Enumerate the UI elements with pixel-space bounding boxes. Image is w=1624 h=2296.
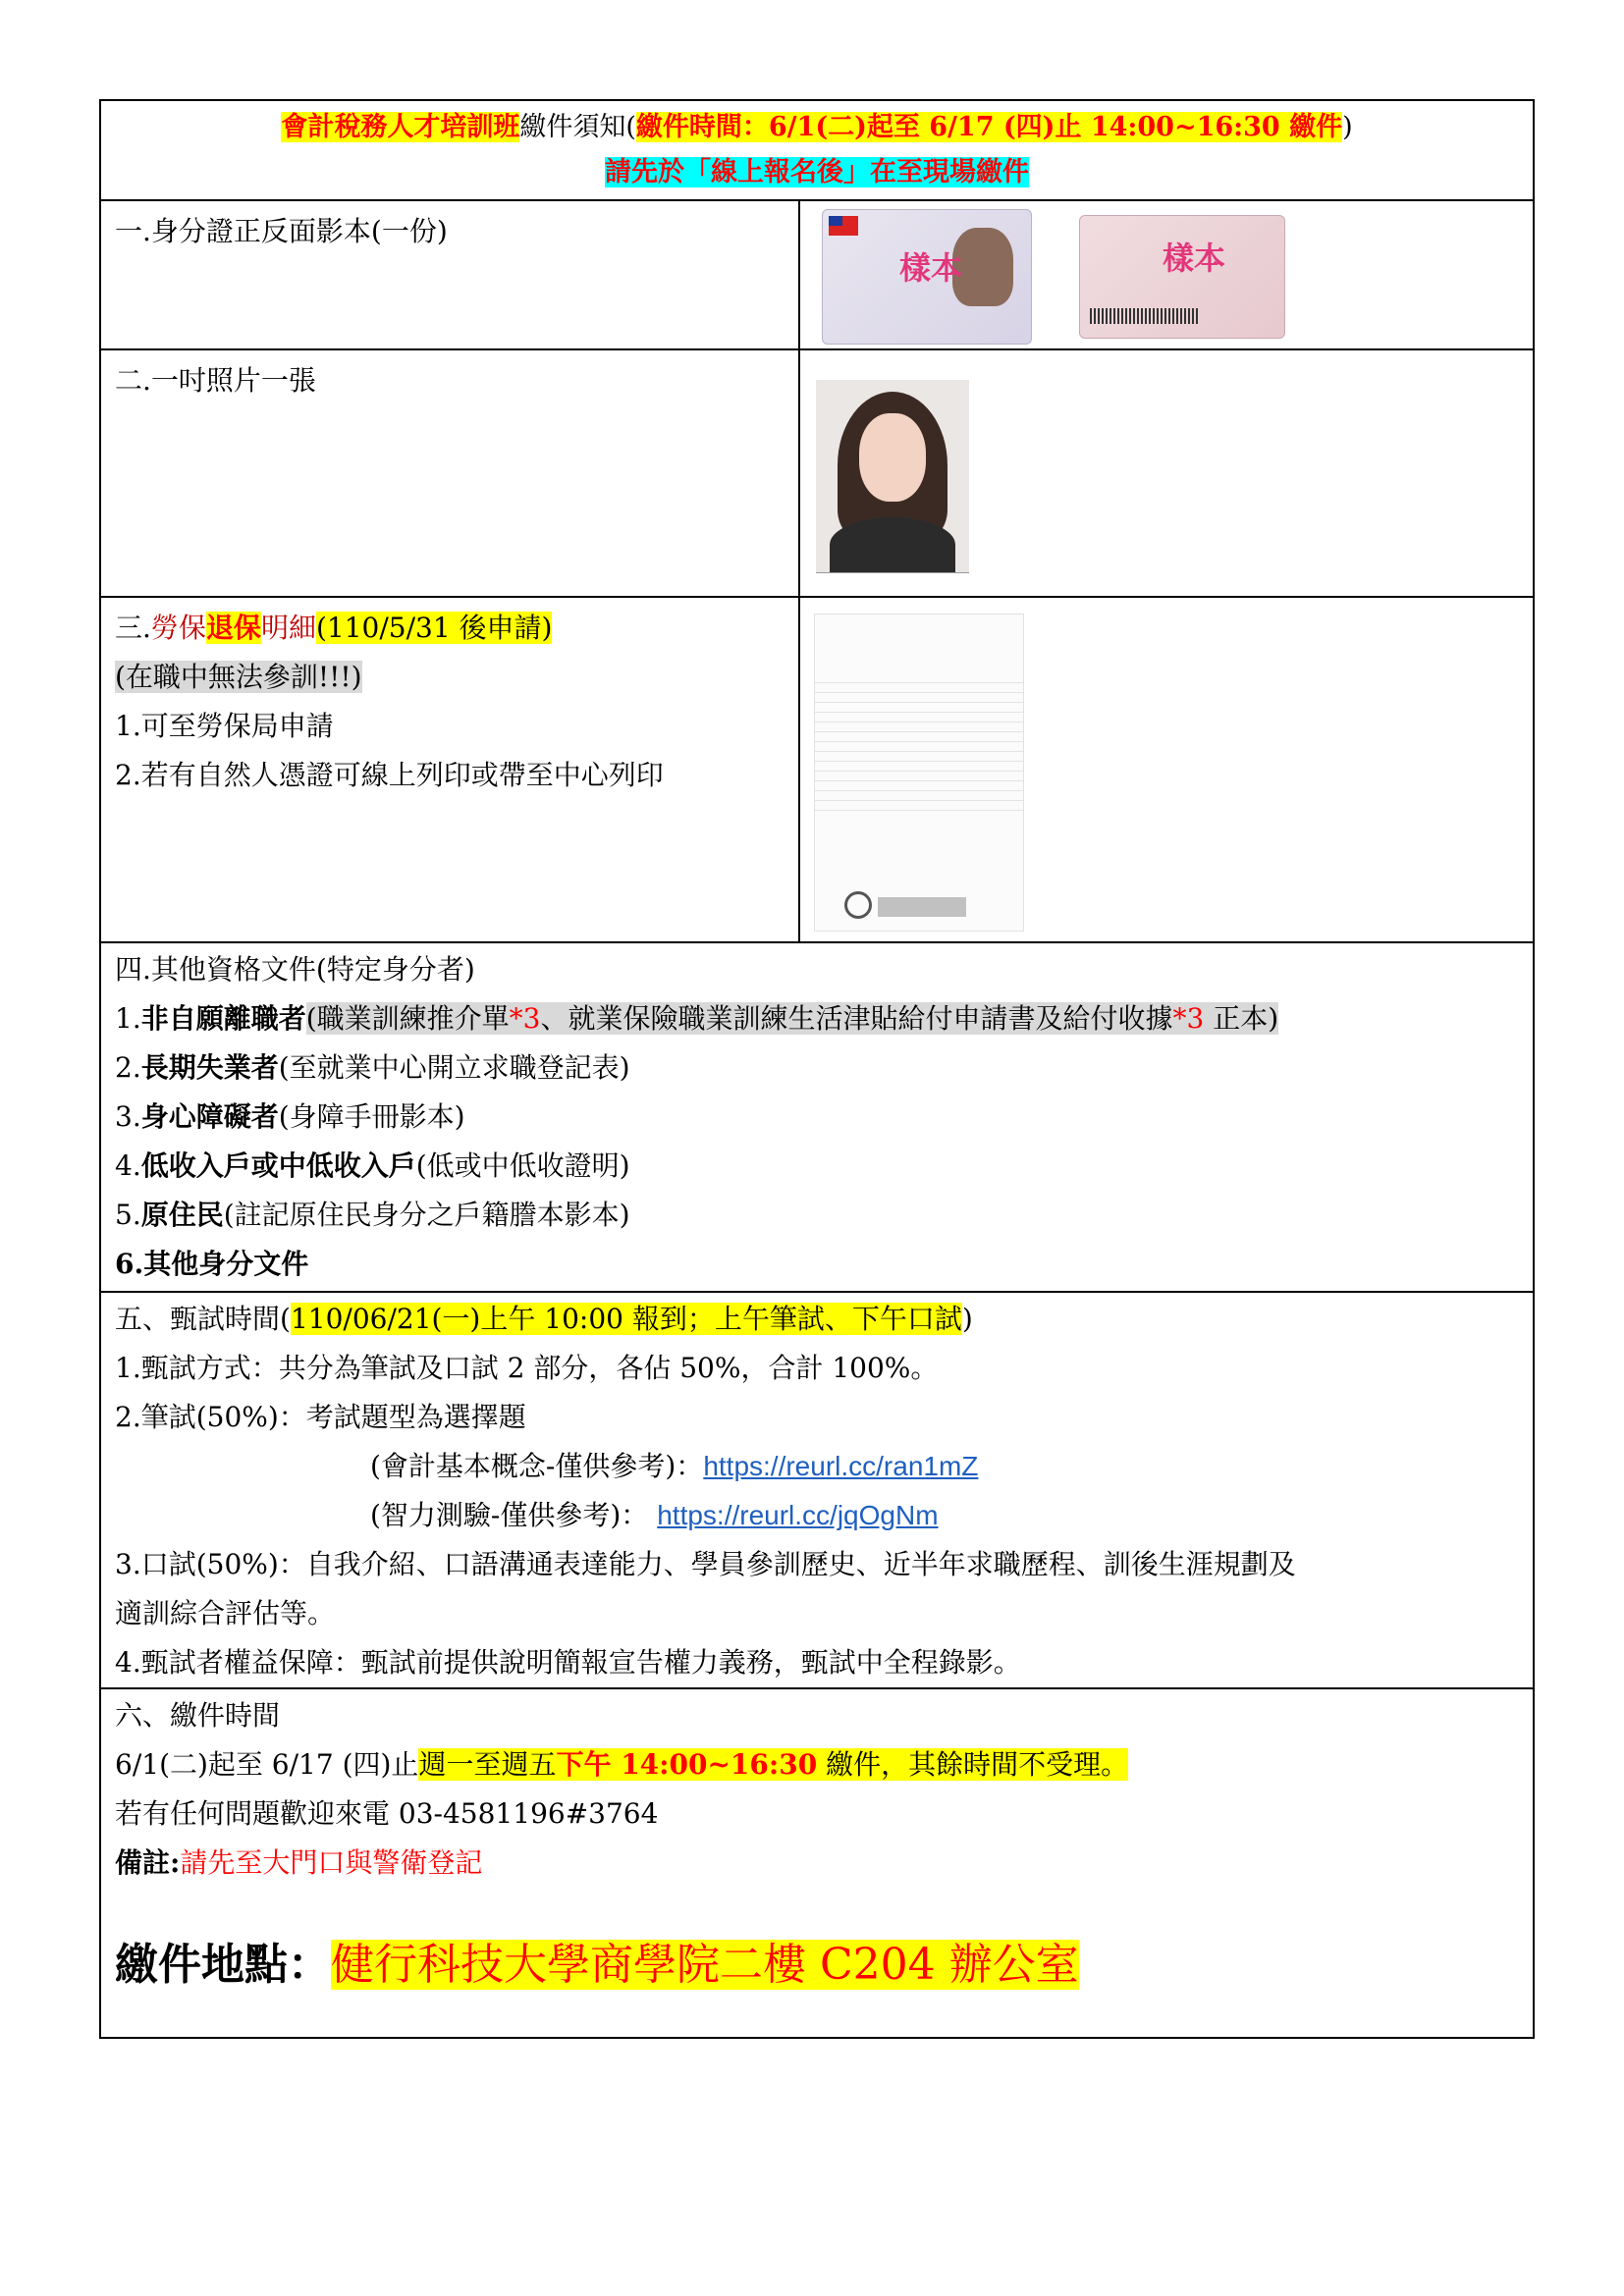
item-bold: 長期失業者	[140, 1051, 279, 1084]
seal-icon	[878, 897, 966, 917]
location-text: 健行科技大學商學院二樓 C204 辦公室	[331, 1940, 1079, 1990]
section-labor-insurance-label	[101, 598, 800, 941]
item-number: 2.	[115, 1051, 141, 1084]
item-count: *3	[1172, 1002, 1205, 1035]
section-id-card	[101, 201, 1533, 350]
item-text: (低或中低收證明)	[415, 1149, 630, 1182]
sample-photo-image	[816, 380, 969, 573]
photo-image-cell	[800, 350, 1533, 596]
list-item	[115, 1093, 1519, 1142]
memo	[115, 1839, 1519, 1888]
reference-label: (會計基本概念-僅供參考)：	[370, 1450, 704, 1482]
hours: 下午 14:00~16:30	[556, 1748, 818, 1781]
labor-insurance-text: 勞保	[150, 612, 206, 644]
header-line-2	[101, 150, 1533, 195]
item-bold: 非自願離職者	[140, 1002, 306, 1035]
oral-exam: 3.口試(50%)：自我介紹、口語溝通表達能力、學員參訓歷史、近半年求職歷程、訓後生涯規劃及	[115, 1548, 1296, 1580]
reference-label: (智力測驗-僅供參考)：	[370, 1499, 649, 1531]
exam-title-close: )	[961, 1303, 973, 1335]
written-exam: 2.筆試(50%)：考試題型為選擇題	[115, 1401, 526, 1433]
submission-period: 繳件時間：6/1(二)起至 6/17 (四)止 14:00~16:30 繳件	[635, 112, 1343, 142]
weekdays: 週一至週五	[418, 1748, 557, 1781]
list-item	[115, 994, 1519, 1043]
item-text: 正本)	[1204, 1002, 1279, 1035]
online-registration-note: 請先於「線上報名後」在至現場繳件	[605, 157, 1029, 187]
item-bold: 原住民	[140, 1199, 224, 1231]
section-exam-title	[115, 1295, 1519, 1344]
id-card-back-image	[1079, 215, 1285, 339]
notice-close: )	[1342, 112, 1353, 142]
section-photo-title: 二.一吋照片一張	[115, 364, 316, 397]
date-range: 6/1(二)起至 6/17 (四)止	[115, 1748, 419, 1781]
submission-dates	[115, 1740, 1519, 1789]
oral-exam-cont: 適訓綜合評估等。	[115, 1597, 336, 1629]
memo-label: 備註:	[115, 1846, 181, 1879]
photo-shoulders	[830, 517, 955, 572]
iq-test-reference-link[interactable]: https://reurl.cc/jqOgNm	[657, 1500, 939, 1530]
section-id-card-label	[101, 201, 800, 348]
exam-method: 1.甄試方式：共分為筆試及口試 2 部分，各佔 50%，合計 100%。	[115, 1352, 939, 1384]
item-text: (至就業中心開立求職登記表)	[278, 1051, 630, 1084]
apply-after-date: (110/5/31 後申請)	[315, 612, 553, 644]
closing-note: 繳件，其餘時間不受理。	[817, 1748, 1129, 1781]
memo-text: 請先至大門口與警衛登記	[180, 1846, 483, 1879]
section-number: 三.	[115, 612, 151, 644]
item-text: (註記原住民身分之戶籍謄本影本)	[223, 1199, 630, 1231]
list-item: 6.其他身分文件	[115, 1248, 309, 1280]
sample-stamp: 樣本	[1163, 240, 1226, 277]
accounting-reference-link[interactable]: https://reurl.cc/ran1mZ	[703, 1451, 979, 1481]
reference-accounting	[115, 1442, 1519, 1491]
section-submission-time	[101, 1689, 1533, 2037]
in-service-note	[115, 653, 785, 702]
insurance-statement-cell	[800, 598, 1533, 941]
section-exam	[101, 1293, 1533, 1689]
section-labor-insurance	[101, 598, 1533, 943]
header-row	[101, 101, 1533, 201]
section-photo	[101, 350, 1533, 598]
section-photo-label	[101, 350, 800, 596]
detail-text: 明細	[260, 612, 316, 644]
list-item	[115, 1191, 1519, 1240]
section-labor-insurance-title	[115, 604, 785, 653]
id-card-front-image	[822, 209, 1032, 345]
section-other-documents	[101, 943, 1533, 1293]
item-number: 5.	[115, 1199, 141, 1231]
photo-face	[859, 413, 926, 502]
item-number: 3.	[115, 1100, 141, 1133]
item-text: (職業訓練推介單	[305, 1002, 510, 1035]
location-label: 繳件地點：	[115, 1940, 331, 1990]
barcode-icon	[1090, 308, 1198, 324]
header-line-1	[101, 105, 1533, 150]
list-item	[115, 1142, 1519, 1191]
in-service-note-text: (在職中無法參訓!!!)	[115, 661, 362, 693]
list-item: 1.可至勞保局申請	[115, 710, 334, 742]
exam-schedule: 110/06/21(一)上午 10:00 報到；上午筆試、下午口試	[290, 1303, 962, 1335]
section-submission-title: 六、繳件時間	[115, 1699, 281, 1732]
reference-iq	[115, 1491, 1519, 1540]
ministry-logo-icon	[844, 891, 872, 919]
notice-label: 繳件須知(	[519, 112, 636, 142]
item-count: *3	[509, 1002, 541, 1035]
course-name: 會計稅務人才培訓班	[281, 112, 520, 142]
spacer	[115, 1888, 1519, 1931]
submission-location	[115, 1931, 1519, 2000]
section-id-card-title: 一.身分證正反面影本(一份)	[115, 215, 448, 247]
item-number: 4.	[115, 1149, 141, 1182]
sample-stamp: 樣本	[899, 249, 963, 287]
item-bold: 身心障礙者	[140, 1100, 279, 1133]
id-card-images	[800, 201, 1533, 348]
flag-icon	[829, 216, 858, 236]
exam-title-text: 五、甄試時間(	[115, 1303, 291, 1335]
insurance-statement-image	[814, 614, 1024, 932]
item-text: (身障手冊影本)	[278, 1100, 465, 1133]
contact-info: 若有任何問題歡迎來電 03-4581196#3764	[115, 1797, 659, 1830]
notice-document	[99, 99, 1535, 2039]
item-bold: 低收入戶或中低收入戶	[140, 1149, 416, 1182]
list-item	[115, 1043, 1519, 1093]
list-item: 2.若有自然人憑證可線上列印或帶至中心列印	[115, 759, 664, 791]
withdrawal-text: 退保	[205, 612, 261, 644]
item-text: 、就業保險職業訓練生活津貼給付申請書及給付收據	[540, 1002, 1173, 1035]
item-number: 1.	[115, 1002, 141, 1035]
section-other-documents-title: 四.其他資格文件(特定身分者)	[115, 953, 475, 986]
examinee-rights: 4.甄試者權益保障：甄試前提供說明簡報宣告權力義務，甄試中全程錄影。	[115, 1646, 1021, 1679]
